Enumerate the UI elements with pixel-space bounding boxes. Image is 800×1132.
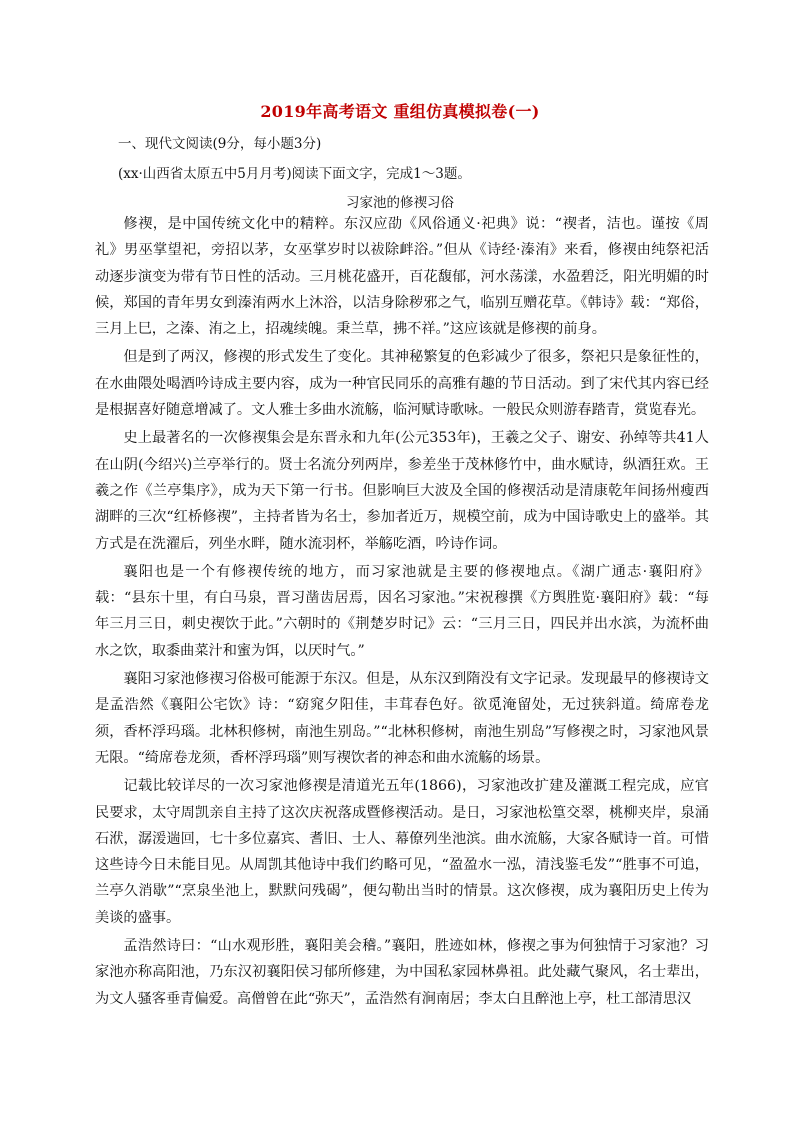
paragraph-1: 修禊，是中国传统文化中的精粹。东汉应劭《风俗通义·祀典》说：“禊者，洁也。谨按《周礼》男巫掌望祀，旁招以茅，女巫掌岁时以祓除衅浴。”但从《诗经·溱洧》来看，修禊由纯祭祀活动逐步演变为带有节日性的活动。三月桃花盛开，百花馥郁，河水荡漾，水盈碧泛，阳光明媚的时候，郑国的青年男女到溱洧两水上沐浴，以洁身除秽邪之气，临别互赠花草。《韩诗》载：“郑俗，三月上巳，之溱、洧之上，招魂续魄。秉兰草，拂不祥。”这应该就是修禊的前身。: [95, 216, 709, 338]
article-title: 习家池的修禊习俗: [346, 195, 454, 211]
paragraph-6: 记载比较详尽的一次习家池修禊是清道光五年(1866)，习家池改扩建及灌溉工程完成，应官民要求，太守周凯亲自主持了这次庆祝落成暨修禊活动。是日，习家池松篁交翠，桃柳夹岸，泉涌石洑，潺湲遄回，七十多位嘉宾、耆旧、士人、幕僚列坐池滨。曲水流觞，大家各赋诗一首。可惜这些诗今日未能目见。从周凯其他诗中我们约略可见，“盈盈水一泓，清浅鉴毛发”“胜事不可追，兰亭久消歇”“烹泉坐池上，默默问残碣”，便勾勒出当时的情景。这次修禊，成为襄阳历史上传为美谈的盛事。: [95, 778, 709, 926]
question-instruction: (xx·山西省太原五中5月月考)阅读下面文字，完成1～3题。: [118, 166, 471, 182]
paragraph-2: 但是到了两汉，修禊的形式发生了变化。其神秘繁复的色彩减少了很多，祭祀只是象征性的，在水曲隈处喝酒吟诗成主要内容，成为一种官民同乐的高雅有趣的节日活动。到了宋代其内容已经是根据喜好随意增减了。文人雅士多曲水流觞，临河赋诗歌咏。一般民众则游春踏青，赏览春光。: [95, 349, 709, 419]
article-body: [95, 211, 709, 1014]
paragraph-5: 襄阳习家池修禊习俗极可能源于东汉。但是，从东汉到隋没有文字记录。发现最早的修禊诗文是孟浩然《襄阳公宅饮》诗：“窈窕夕阳佳，丰茸春色好。欲觅淹留处，无过狭斜道。绮席卷龙须，香杯浮玛瑙。北林积修树，南池生别岛。”“北林积修树，南池生别岛”写修禊之时，习家池风景无限。“绮席卷龙须，香杯浮玛瑙”则写禊饮者的神态和曲水流觞的场景。: [95, 671, 709, 766]
paragraph-4: 襄阳也是一个有修禊传统的地方，而习家池就是主要的修禊地点。《湖广通志·襄阳府》载：“县东十里，有白马泉，晋习凿齿居焉，因名习家池。”宋祝穆撰《方舆胜览·襄阳府》载：“每年三月三日，刺史禊饮于此。”六朝时的《荆楚岁时记》云：“三月三日，四民并出水滨，为流杯曲水之饮，取黍曲菜汁和蜜为饵，以厌时气。”: [95, 563, 709, 659]
paragraph-3: 史上最著名的一次修禊集会是东晋永和九年(公元353年)，王羲之父子、谢安、孙绰等共41人在山阴(今绍兴)兰亭举行的。贤士名流分列两岸，参差坐于茂林修竹中，曲水赋诗，纵酒狂欢。王羲之作《兰亭集序》，成为天下第一行书。但影响巨大波及全国的修禊活动是清康乾年间扬州瘦西湖畔的三次“红桥修禊”，主持者皆为名士，参加者近万，规模空前，成为中国诗歌史上的盛举。其方式是在洗濯后，列坐水畔，随水流羽杯，举觞吃酒，吟诗作词。: [95, 430, 709, 552]
paragraph-7: 孟浩然诗曰：“山水观形胜，襄阳美会稽。”襄阳，胜迹如林，修禊之事为何独情于习家池？习家池亦称高阳池，乃东汉初襄阳侯习郁所修建，为中国私家园林鼻祖。此处藏气聚风，名士辈出，为文人骚客垂青偏爱。高僧曾在此“弥天”，孟浩然有涧南居；李太白且醉池上亭，杜工部清思汉: [95, 938, 709, 1007]
section-heading: 一、现代文阅读(9分，每小题3分): [118, 136, 322, 152]
document-title: 2019年高考语文 重组仿真模拟卷(一): [260, 102, 540, 121]
